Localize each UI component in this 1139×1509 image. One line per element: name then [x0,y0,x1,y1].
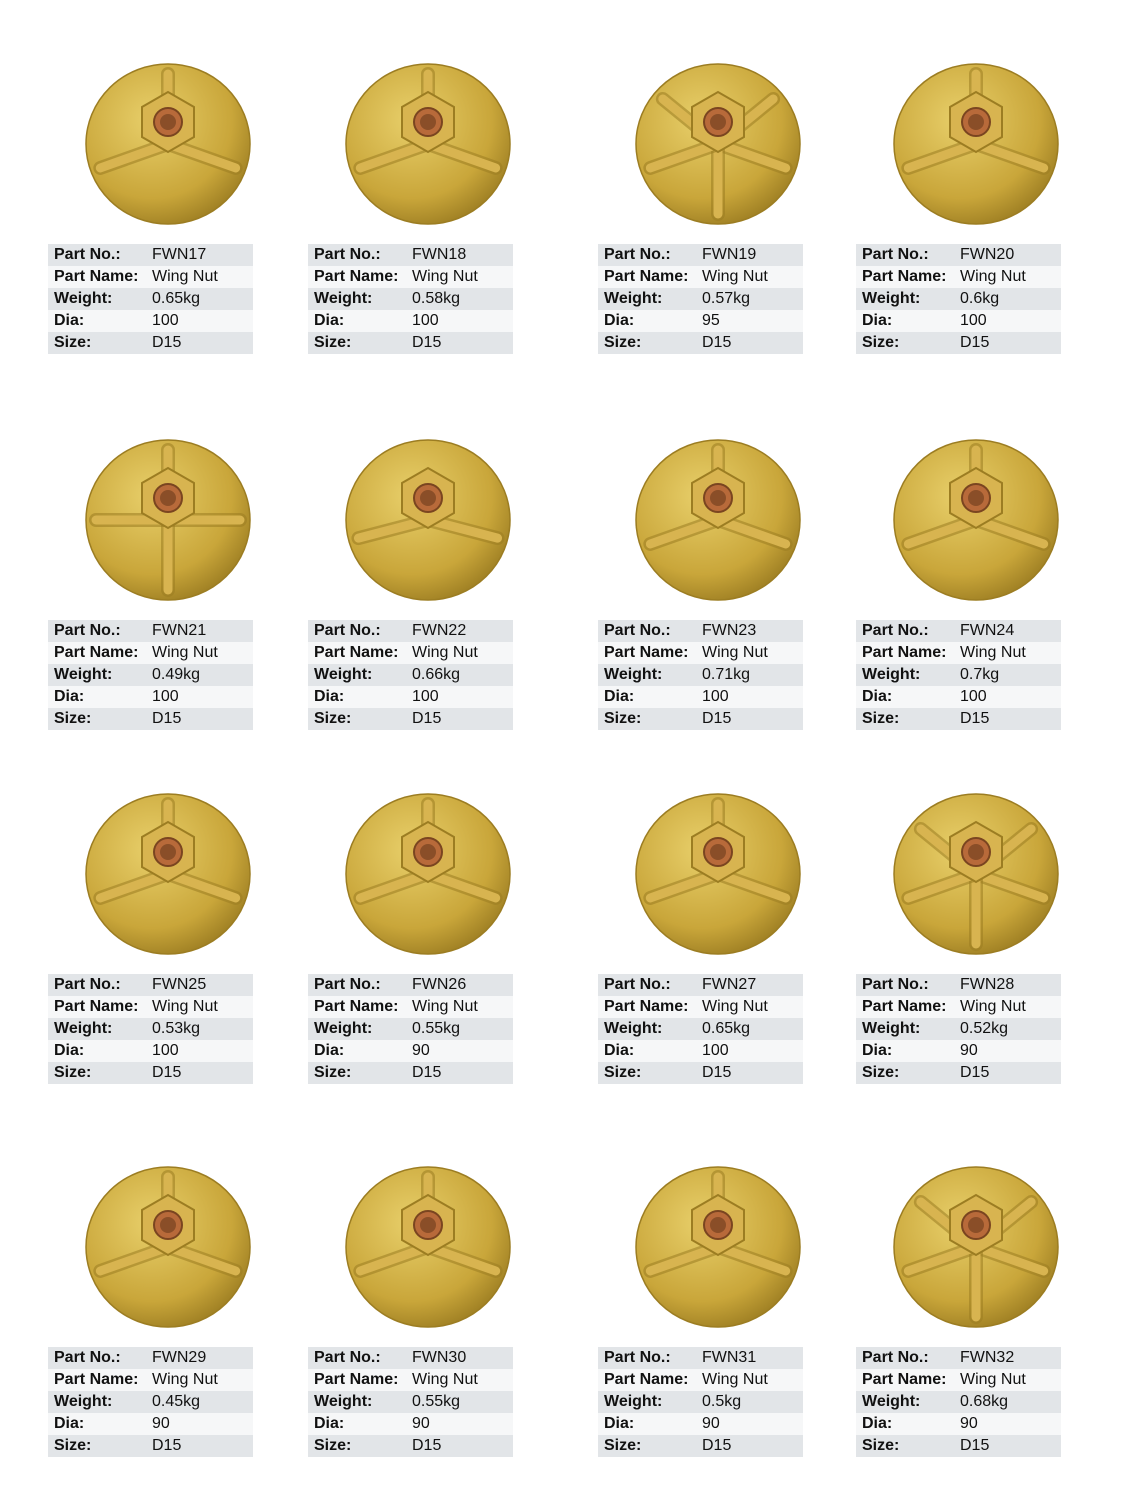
spec-row-dia [308,686,513,708]
spec-row-part-name [48,266,253,288]
spec-row-dia [48,1040,253,1062]
spec-label: Dia: [604,688,635,705]
spec-label: Part No.: [314,1349,381,1366]
spec-row-part-no [598,974,803,996]
spec-row-part-name [308,996,513,1018]
spec-value: Wing Nut [152,1371,218,1388]
spec-label: Dia: [862,312,893,329]
spec-label: Size: [314,710,352,727]
spec-row-part-name [856,996,1061,1018]
spec-label: Weight: [604,1020,663,1037]
spec-value: D15 [702,710,732,727]
spec-value: 0.52kg [960,1020,1009,1037]
spec-row-weight [856,664,1061,686]
wing-nut-3-wing-icon [598,782,838,962]
wing-nut-3-wing-icon [598,1155,838,1335]
spec-value: 0.55kg [412,1393,461,1410]
spec-label: Dia: [604,312,635,329]
spec-value: 0.57kg [702,290,751,307]
spec-label: Dia: [314,1415,345,1432]
spec-row-size [48,1062,253,1084]
spec-row-weight [48,1391,253,1413]
spec-row-part-no [308,974,513,996]
wing-nut-star-icon [598,52,838,232]
spec-value: Wing Nut [702,1371,768,1388]
spec-value: D15 [960,334,990,351]
spec-label: Part No.: [604,1349,671,1366]
spec-value: Wing Nut [152,998,218,1015]
spec-value: D15 [702,1437,732,1454]
spec-label: Dia: [54,1042,85,1059]
spec-row-weight [598,288,803,310]
wing-nut-star-icon [856,782,1096,962]
spec-row-part-no [48,1347,253,1369]
spec-value: FWN31 [702,1349,757,1366]
spec-row-weight [48,288,253,310]
spec-label: Part No.: [54,976,121,993]
spec-label: Part Name: [314,1371,399,1388]
spec-label: Dia: [604,1415,635,1432]
spec-value: 0.7kg [960,666,1000,683]
spec-label: Weight: [314,666,373,683]
spec-label: Size: [604,1064,642,1081]
spec-label: Part No.: [54,246,121,263]
spec-table [308,618,513,730]
spec-row-part-no [856,620,1061,642]
spec-label: Dia: [314,688,345,705]
spec-label: Part No.: [54,1349,121,1366]
spec-row-part-no [308,244,513,266]
spec-row-part-name [856,642,1061,664]
spec-value: Wing Nut [152,644,218,661]
spec-table [598,972,803,1084]
spec-label: Weight: [604,666,663,683]
spec-row-size [308,1062,513,1084]
spec-value: 100 [702,688,729,705]
spec-label: Weight: [862,666,921,683]
spec-value: D15 [960,710,990,727]
spec-label: Dia: [862,1415,893,1432]
spec-label: Size: [604,334,642,351]
spec-table [856,242,1061,354]
spec-table [48,618,253,730]
spec-value: Wing Nut [960,268,1026,285]
spec-table [856,618,1061,730]
spec-row-part-name [308,266,513,288]
spec-row-weight [308,1018,513,1040]
spec-table [48,1345,253,1457]
spec-value: FWN32 [960,1349,1015,1366]
spec-label: Weight: [54,1020,113,1037]
spec-label: Size: [54,710,92,727]
spec-row-part-no [856,244,1061,266]
spec-value: 0.65kg [152,290,201,307]
wing-nut-3-wing-icon [598,428,838,608]
spec-label: Dia: [54,1415,85,1432]
spec-table [308,972,513,1084]
spec-label: Size: [314,1064,352,1081]
spec-label: Part No.: [862,246,929,263]
spec-row-dia [856,310,1061,332]
spec-label: Part Name: [862,1371,947,1388]
spec-row-size [48,332,253,354]
spec-row-dia [48,310,253,332]
spec-row-weight [856,288,1061,310]
spec-value: 0.45kg [152,1393,201,1410]
spec-label: Size: [54,334,92,351]
spec-label: Part Name: [862,268,947,285]
spec-value: D15 [152,334,182,351]
spec-label: Part No.: [862,1349,929,1366]
spec-value: FWN17 [152,246,207,263]
spec-value: Wing Nut [152,268,218,285]
spec-label: Part No.: [604,976,671,993]
spec-table [598,1345,803,1457]
spec-row-dia [598,310,803,332]
spec-row-dia [598,1040,803,1062]
spec-label: Part No.: [862,976,929,993]
spec-row-size [308,708,513,730]
spec-label: Dia: [862,688,893,705]
spec-value: D15 [960,1064,990,1081]
spec-row-part-no [308,620,513,642]
spec-label: Weight: [862,1393,921,1410]
spec-row-size [856,1062,1061,1084]
spec-label: Dia: [54,688,85,705]
wing-nut-3-wing-icon [856,52,1096,232]
spec-row-weight [598,664,803,686]
spec-label: Dia: [604,1042,635,1059]
spec-row-size [48,708,253,730]
spec-value: D15 [702,334,732,351]
spec-label: Weight: [314,290,373,307]
spec-value: FWN29 [152,1349,207,1366]
spec-label: Part Name: [54,1371,139,1388]
spec-row-part-no [308,1347,513,1369]
spec-value: 95 [702,312,720,329]
spec-value: D15 [412,334,442,351]
spec-value: 0.53kg [152,1020,201,1037]
spec-value: 0.6kg [960,290,1000,307]
spec-row-part-name [598,996,803,1018]
spec-row-size [48,1435,253,1457]
spec-row-size [308,1435,513,1457]
spec-row-dia [48,1413,253,1435]
spec-label: Weight: [54,290,113,307]
spec-row-dia [308,1040,513,1062]
spec-label: Size: [54,1437,92,1454]
spec-table [48,972,253,1084]
spec-row-size [856,332,1061,354]
spec-row-size [598,708,803,730]
spec-row-part-no [48,974,253,996]
spec-value: Wing Nut [412,1371,478,1388]
spec-table [856,1345,1061,1457]
spec-row-part-name [598,1369,803,1391]
spec-label: Part Name: [314,998,399,1015]
spec-row-part-no [598,1347,803,1369]
spec-value: 90 [960,1415,978,1432]
spec-row-size [598,332,803,354]
spec-value: 90 [960,1042,978,1059]
wing-nut-3-wing-icon [48,1155,288,1335]
spec-label: Weight: [54,666,113,683]
spec-label: Part Name: [862,644,947,661]
spec-label: Weight: [862,1020,921,1037]
spec-table [308,1345,513,1457]
spec-value: D15 [412,1437,442,1454]
spec-table [598,242,803,354]
spec-label: Size: [604,1437,642,1454]
wing-nut-3-wing-icon [308,52,548,232]
spec-label: Weight: [314,1020,373,1037]
spec-value: FWN25 [152,976,207,993]
spec-row-weight [308,288,513,310]
spec-row-part-name [308,642,513,664]
spec-row-weight [856,1391,1061,1413]
spec-value: FWN30 [412,1349,467,1366]
spec-value: 90 [152,1415,170,1432]
spec-value: D15 [412,1064,442,1081]
spec-row-size [598,1062,803,1084]
spec-value: 100 [152,688,179,705]
spec-table [48,242,253,354]
spec-row-weight [308,664,513,686]
spec-label: Dia: [54,312,85,329]
wing-nut-3-wing-icon [308,782,548,962]
wing-nut-3-wing-icon [48,782,288,962]
spec-row-dia [308,1413,513,1435]
spec-row-weight [48,1018,253,1040]
spec-row-weight [598,1018,803,1040]
spec-value: Wing Nut [412,998,478,1015]
spec-label: Part No.: [314,622,381,639]
spec-value: FWN28 [960,976,1015,993]
spec-row-part-no [598,620,803,642]
spec-row-part-name [598,266,803,288]
spec-table [856,972,1061,1084]
spec-row-part-name [308,1369,513,1391]
spec-value: 0.55kg [412,1020,461,1037]
spec-value: D15 [960,1437,990,1454]
spec-row-weight [308,1391,513,1413]
spec-row-dia [598,1413,803,1435]
spec-value: 0.68kg [960,1393,1009,1410]
spec-value: 100 [152,1042,179,1059]
spec-label: Weight: [604,290,663,307]
spec-value: Wing Nut [702,268,768,285]
spec-value: Wing Nut [412,644,478,661]
spec-label: Size: [54,1064,92,1081]
spec-label: Dia: [862,1042,893,1059]
spec-table [308,242,513,354]
spec-value: 100 [960,688,987,705]
spec-value: 0.49kg [152,666,201,683]
spec-value: 90 [702,1415,720,1432]
spec-label: Part No.: [314,246,381,263]
spec-value: 90 [412,1042,430,1059]
spec-label: Part No.: [314,976,381,993]
spec-label: Part Name: [604,998,689,1015]
spec-value: 100 [960,312,987,329]
spec-row-part-no [48,620,253,642]
spec-row-weight [598,1391,803,1413]
wing-nut-star-icon [856,1155,1096,1335]
spec-value: FWN23 [702,622,757,639]
spec-row-size [598,1435,803,1457]
spec-label: Size: [862,1437,900,1454]
spec-row-part-name [856,266,1061,288]
spec-value: Wing Nut [960,1371,1026,1388]
wing-nut-3-wing-icon [308,1155,548,1335]
spec-row-size [856,708,1061,730]
spec-value: FWN22 [412,622,467,639]
spec-value: Wing Nut [412,268,478,285]
spec-row-dia [598,686,803,708]
spec-label: Part No.: [862,622,929,639]
spec-value: D15 [412,710,442,727]
spec-label: Part Name: [314,268,399,285]
spec-row-dia [308,310,513,332]
spec-label: Part Name: [314,644,399,661]
spec-value: FWN20 [960,246,1015,263]
spec-row-part-no [856,974,1061,996]
spec-value: 100 [412,312,439,329]
spec-label: Size: [314,1437,352,1454]
spec-value: 0.5kg [702,1393,742,1410]
spec-label: Weight: [862,290,921,307]
spec-label: Weight: [604,1393,663,1410]
spec-value: 100 [412,688,439,705]
spec-label: Part No.: [54,622,121,639]
spec-label: Part Name: [54,644,139,661]
spec-label: Part Name: [862,998,947,1015]
spec-value: Wing Nut [702,998,768,1015]
spec-value: D15 [152,710,182,727]
spec-label: Part Name: [604,268,689,285]
spec-value: 100 [152,312,179,329]
wing-nut-cross-icon [48,428,288,608]
spec-value: D15 [152,1437,182,1454]
spec-row-part-no [48,244,253,266]
spec-label: Part Name: [604,1371,689,1388]
spec-label: Size: [314,334,352,351]
spec-row-dia [856,686,1061,708]
spec-value: 0.65kg [702,1020,751,1037]
spec-label: Part No.: [604,246,671,263]
spec-row-part-name [48,1369,253,1391]
spec-row-dia [48,686,253,708]
spec-row-size [856,1435,1061,1457]
wing-nut-3-wing-icon [856,428,1096,608]
spec-label: Size: [604,710,642,727]
spec-value: FWN21 [152,622,207,639]
spec-label: Weight: [314,1393,373,1410]
spec-label: Size: [862,1064,900,1081]
spec-row-dia [856,1040,1061,1062]
wing-nut-3-wing-icon [48,52,288,232]
spec-row-size [308,332,513,354]
spec-label: Size: [862,334,900,351]
spec-label: Weight: [54,1393,113,1410]
spec-row-part-name [48,996,253,1018]
spec-row-dia [856,1413,1061,1435]
spec-row-part-name [856,1369,1061,1391]
spec-label: Dia: [314,1042,345,1059]
spec-row-weight [856,1018,1061,1040]
spec-value: FWN26 [412,976,467,993]
spec-value: 0.71kg [702,666,751,683]
spec-value: Wing Nut [960,998,1026,1015]
spec-row-part-no [856,1347,1061,1369]
spec-value: 0.58kg [412,290,461,307]
spec-value: FWN27 [702,976,757,993]
spec-value: 90 [412,1415,430,1432]
spec-row-weight [48,664,253,686]
spec-table [598,618,803,730]
spec-value: FWN18 [412,246,467,263]
spec-value: 100 [702,1042,729,1059]
spec-label: Size: [862,710,900,727]
spec-value: Wing Nut [702,644,768,661]
spec-value: 0.66kg [412,666,461,683]
wing-nut-2-wing-icon [308,428,548,608]
spec-row-part-name [598,642,803,664]
spec-row-part-name [48,642,253,664]
spec-value: Wing Nut [960,644,1026,661]
spec-row-part-no [598,244,803,266]
spec-label: Part No.: [604,622,671,639]
spec-value: D15 [152,1064,182,1081]
spec-value: FWN24 [960,622,1015,639]
spec-label: Part Name: [54,998,139,1015]
spec-value: FWN19 [702,246,757,263]
spec-label: Part Name: [604,644,689,661]
spec-label: Dia: [314,312,345,329]
spec-label: Part Name: [54,268,139,285]
spec-value: D15 [702,1064,732,1081]
